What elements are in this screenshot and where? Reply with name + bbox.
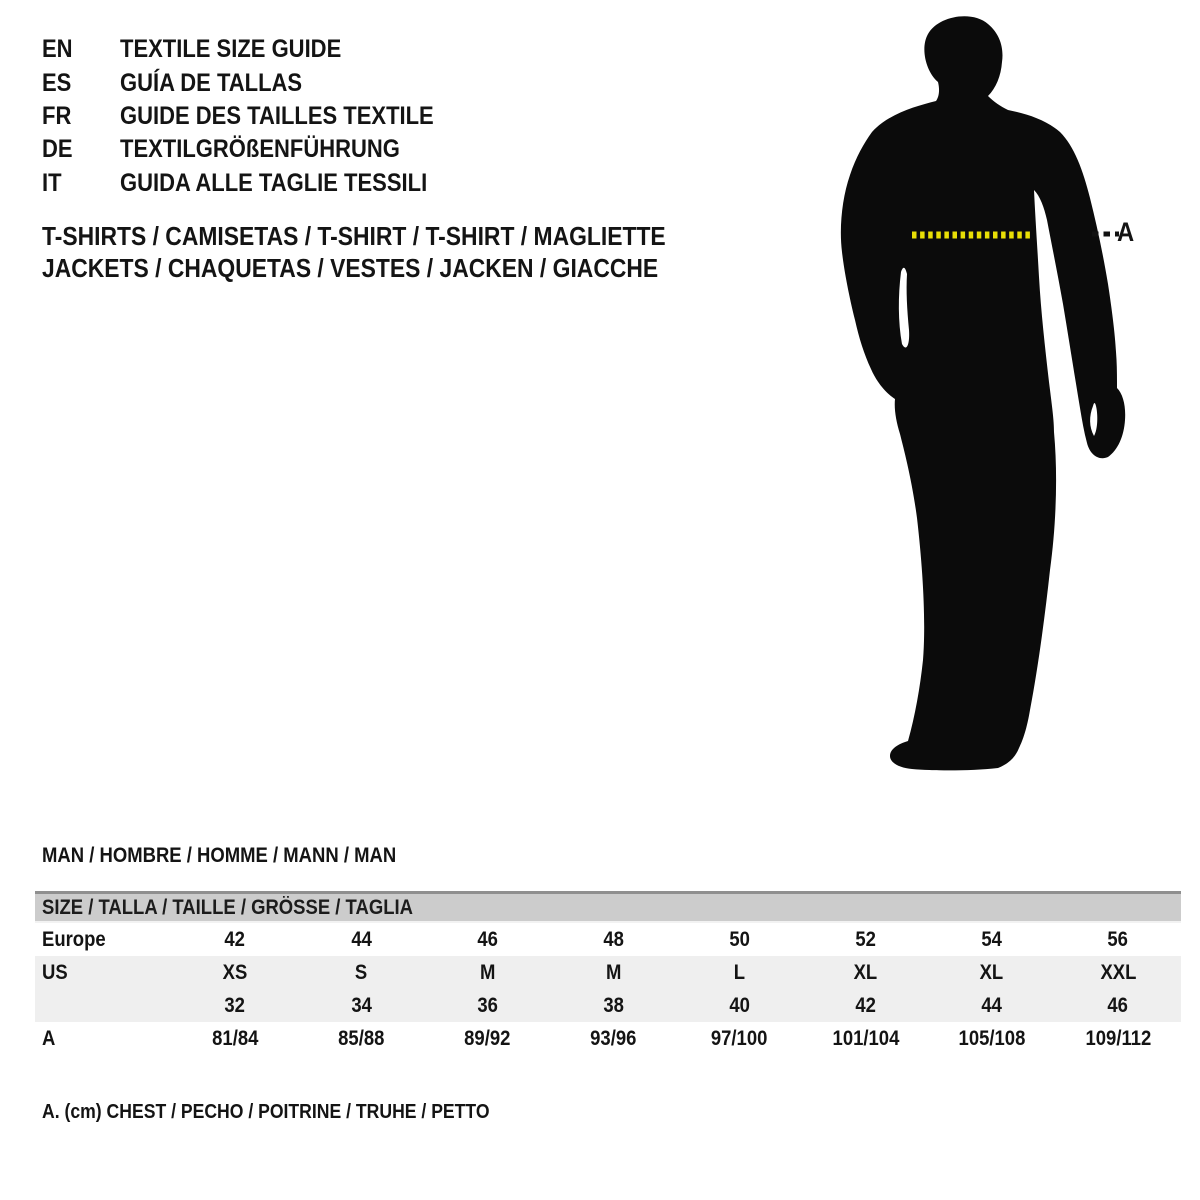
size-cell: XS — [222, 960, 248, 984]
size-cell: L — [733, 960, 746, 984]
language-guide-title: TEXTILE SIZE GUIDE — [120, 35, 342, 64]
size-cell: 46 — [1107, 993, 1129, 1017]
language-guide-title: GUIDE DES TAILLES TEXTILE — [120, 101, 434, 130]
size-table-header: SIZE / TALLA / TAILLE / GRÖSSE / TAGLIA — [35, 891, 1181, 923]
language-guide-title: GUÍA DE TALLAS — [120, 68, 303, 97]
size-cell: 40 — [729, 993, 750, 1017]
category-line-tshirts: T-SHIRTS / CAMISETAS / T-SHIRT / T-SHIRT / MAGLIETTE — [42, 221, 666, 251]
language-code: FR — [42, 101, 72, 130]
size-cell: 38 — [603, 993, 624, 1017]
size-cell: 34 — [350, 993, 372, 1017]
table-row-chest-a — [35, 1022, 1181, 1055]
size-cell: 105/108 — [958, 1026, 1026, 1050]
table-row-numeric — [35, 989, 1181, 1022]
size-cell: 42 — [224, 927, 246, 951]
row-label: A — [42, 1026, 56, 1050]
language-guide-title: TEXTILGRÖßENFÜHRUNG — [120, 135, 400, 164]
size-cell: 46 — [477, 927, 498, 951]
man-silhouette-figure — [820, 0, 1140, 790]
language-code: EN — [42, 35, 73, 64]
size-cell: 52 — [855, 927, 876, 951]
row-label: Europe — [42, 927, 106, 951]
language-code: ES — [42, 68, 72, 97]
language-guide-item — [42, 167, 477, 200]
size-cell: XL — [853, 960, 878, 984]
size-cell: XXL — [1099, 960, 1136, 984]
size-cell: XL — [980, 960, 1004, 984]
language-guide-list — [42, 33, 477, 200]
language-guide-title: GUIDA ALLE TAGLIE TESSILI — [120, 168, 428, 197]
size-cell: 54 — [981, 927, 1003, 951]
size-cell: 93/96 — [590, 1026, 637, 1050]
table-row-europe — [35, 923, 1181, 956]
size-cell: 97/100 — [711, 1026, 768, 1050]
footnote-chest: A. (cm) CHEST / PECHO / POITRINE / TRUHE / PETTO — [42, 1101, 490, 1123]
size-cell: 81/84 — [211, 1026, 259, 1050]
size-cell: 50 — [729, 927, 750, 951]
category-lines — [42, 221, 751, 284]
size-cell: 32 — [224, 993, 246, 1017]
language-guide-item — [42, 66, 477, 99]
size-cell: S — [355, 960, 368, 984]
size-cell: M — [605, 960, 622, 984]
section-title-man: MAN / HOMBRE / HOMME / MANN / MAN — [42, 844, 397, 867]
size-cell: 36 — [477, 993, 498, 1017]
size-cell: M — [479, 960, 496, 984]
size-cell: 56 — [1107, 927, 1129, 951]
size-cell: 48 — [603, 927, 624, 951]
language-guide-item — [42, 100, 477, 133]
category-line-jackets: JACKETS / CHAQUETAS / VESTES / JACKEN / GIACCHE — [42, 252, 659, 283]
row-label: US — [42, 960, 68, 984]
size-cell: 44 — [350, 927, 372, 951]
size-table — [35, 891, 1181, 1055]
size-cell: 44 — [981, 993, 1003, 1017]
size-cell: 89/92 — [464, 1026, 511, 1050]
size-cell: 101/104 — [832, 1026, 900, 1050]
size-cell: 42 — [855, 993, 876, 1017]
language-guide-item — [42, 133, 477, 166]
man-silhouette — [841, 16, 1125, 770]
language-guide-item — [42, 33, 477, 66]
table-row-us — [35, 956, 1181, 989]
size-cell: 85/88 — [338, 1026, 385, 1050]
language-code: IT — [42, 168, 62, 197]
language-code: DE — [42, 135, 73, 164]
size-cell: 109/112 — [1085, 1026, 1151, 1050]
measure-label-a: A — [1117, 217, 1135, 247]
